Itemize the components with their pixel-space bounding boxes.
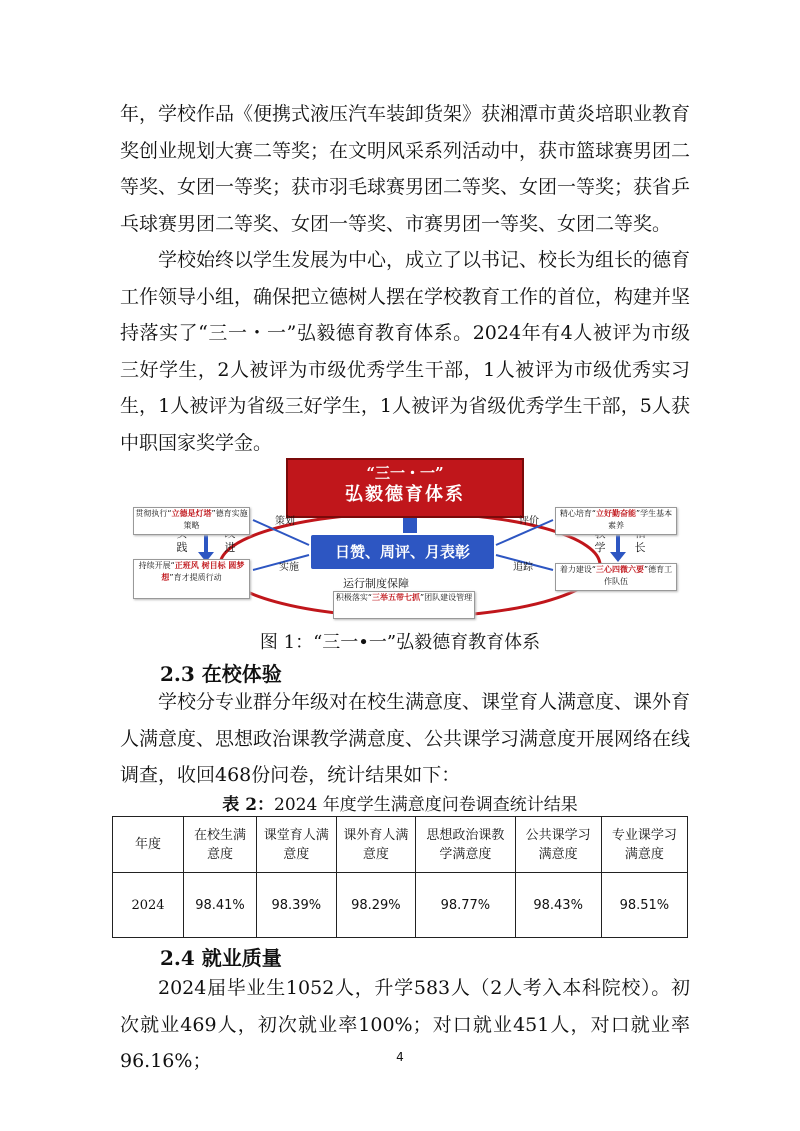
table-header-row [113,817,688,873]
box-bottom-center [333,591,475,619]
table-cell: 98.39% [257,873,337,938]
table-header-cell: 课外育人满意度 [336,817,416,873]
table-cell: 98.51% [601,873,687,938]
paragraph-awards: 年，学校作品《便携式液压汽车装卸货架》获湘潭市黄炎培职业教育奖创业规划大赛二等奖；在文明风采系列活动中，获市篮球赛男团二等奖、女团一等奖；获市羽毛球赛男团二等奖、女团一等奖；获省乒乓球赛男团二等奖、女团一等奖、市赛男团一等奖、女团二等奖。 [120,103,691,235]
box-highlight: 立德是灯塔 [171,509,212,518]
box-bottom-left [133,559,250,599]
box-text: 贯彻执行“ [135,509,172,518]
diagram-center-box: 日赞、周评、月表彰 [311,535,494,569]
paragraph-employment: 2024届毕业生1052人，升学583人（2人考入本科院校）。初次就业469人，初次就业率100%；对口就业451人，对口就业率96.16%； [120,977,690,1072]
table-cell: 98.43% [515,873,601,938]
box-text: ”育才提质行动 [169,573,222,582]
table-cell: 98.77% [416,873,515,938]
box-highlight: 三心四微六要 [596,565,644,574]
table-header-cell: 在校生满意度 [184,817,257,873]
label-xiangzhang: 长 [634,541,646,554]
table-header-cell: 年度 [113,817,184,873]
box-highlight: 立好勤奋能 [596,509,636,518]
box-text: 着力建设“ [559,565,596,574]
table-cell: 98.29% [336,873,416,938]
table-cell: 98.41% [184,873,257,938]
box-highlight: 三举五带七抓 [372,593,420,602]
label-shijian: 践 [176,541,188,554]
table-caption-label: 表 2： [222,795,275,815]
label-zhuizong: 追踪 [513,562,533,573]
box-text: ”德育工作队伍 [604,565,673,586]
label-pingjia: 评价 [519,516,539,527]
label-cehua: 策划 [275,516,295,527]
table-cell: 2024 [113,873,184,938]
section-heading-2-4: 2.4 就业质量 [160,946,282,970]
box-text: ”团队建设管理 [420,593,473,602]
figure-caption: 图 1：“三一•一”弘毅德育教育体系 [259,632,541,653]
label-shishi: 实施 [279,562,299,573]
moral-education-diagram [133,455,688,620]
box-text: 持续开展“ [138,561,175,570]
box-top-left [133,507,250,535]
box-highlight: 正班风 树目标 圆梦想 [161,561,245,582]
box-bottom-right [555,563,677,591]
label-gaijin: 进 [224,541,236,554]
section-heading-2-3: 2.3 在校体验 [160,662,282,686]
box-top-right [555,507,677,535]
table-header-cell: 课堂育人满意度 [257,817,337,873]
table-header-cell: 公共课学习满意度 [515,817,601,873]
table-caption [0,790,800,815]
label-jiaoxue: 学 [594,541,606,554]
paragraph-survey: 学校分专业群分年级对在校生满意度、课堂育人满意度、课外育人满意度、思想政治课教学满意度、公共课学习满意度开展网络在线调查，收回468份问卷，统计结果如下： [120,691,691,786]
box-text: 精心培育“ [559,509,596,518]
box-text: ”德育实施策略 [183,509,248,530]
diagram-bottom-label: 运行制度保障 [343,577,409,590]
box-text: 积极落实“ [335,593,372,602]
table-row [113,873,688,938]
box-text: ”学生基本素养 [608,509,673,530]
banner-line2: 弘毅德育体系 [345,484,465,505]
table-header-cell: 专业课学习满意度 [601,817,687,873]
banner-line1: “三一・一” [366,464,444,482]
paragraph-moral-education: 学校始终以学生发展为中心，成立了以书记、校长为组长的德育工作领导小组，确保把立德树人摆在学校教育工作的首位，构建并坚持落实了“三一・一”弘毅德育教育体系。2024年有4人被评为市级三好学生，2人被评为市级优秀学生干部，1人被评为市级优秀实习生，1人被评为省级三好学生，1人被评为省级优秀学生干部，5人获中职国家奖学金。 [120,249,691,454]
table-header-cell: 思想政治课教学满意度 [416,817,515,873]
satisfaction-table [112,816,688,938]
page-number: 4 [396,1050,404,1064]
table-caption-text: 2024 年度学生满意度问卷调查统计结果 [274,795,578,815]
diagram-title-banner [286,458,524,518]
